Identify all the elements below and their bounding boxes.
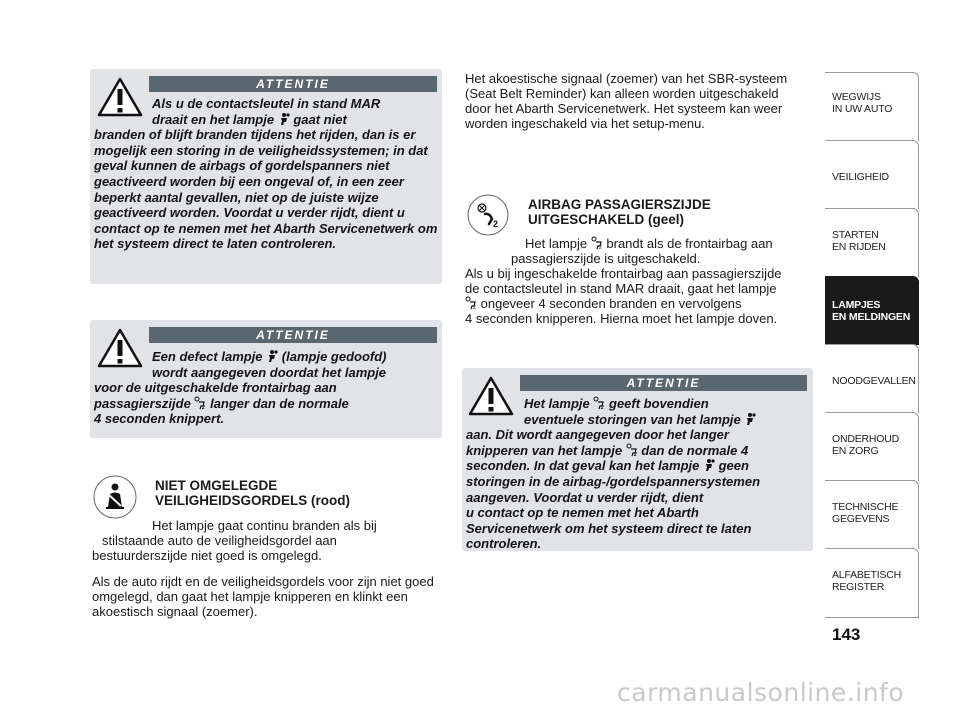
tab-veiligheid[interactable] [825,140,919,209]
airbag-lamp-icon [703,458,715,472]
warning-text-3: Het lampje 2 geeft bovendien eventuele storingen van het lampje aan. Dit wordt aangegeven door het langer knipperen van het lampje 2 dan de normale 4 seconden. In dat geval kan het lampje geen storingen in de airbag-/gordelspannersystemen aangeven. Voordat u verder rijdt, dient u contact op te nemen met het Abarth Servicenetwerk om het systeem direct te laten controleren. [466,396,761,552]
warning-text-1: Als u de contactsleutel in stand MAR draait en het lampje gaat niet branden of blijft branden tijdens het rijden, dan is er mogelijk een storing in de veiligheidssystemen; in dat geval kunnen de airbags of gordelspanners niet geactiveerd worden bij een ongeval of, in een zeer beperkt aantal gevallen, niet op de juiste wijze geactiveerd worden. Voordat u verder rijdt, dient u contact op te nemen met het Abarth Servicenetwerk om het systeem direct te laten controleren. [94,96,438,252]
warning-box-3 [462,368,813,551]
tab-label: WEGWIJS IN UW AUTO [832,91,893,115]
attention-bar: ATTENTIE [149,76,437,92]
passenger-airbag-off-icon [593,396,605,410]
tab-onderhoud[interactable] [825,412,919,481]
passenger-airbag-off-icon [591,236,603,250]
attention-bar: ATTENTIE [149,327,437,343]
tab-label: ALFABETISCH REGISTER [832,569,901,593]
svg-text:2: 2 [633,451,637,457]
passenger-airbag-off-icon [194,396,206,410]
svg-text:2: 2 [473,305,476,310]
warning-text-2: Een defect lampje (lampje gedoofd) wordt aangegeven doordat het lampje voor de uitgeschakelde frontairbag aan passagierszijde 2 langer dan de normale 4 seconden knippert. [94,349,387,427]
tab-label: VEILIGHEID [832,171,889,183]
tab-wegwijs[interactable] [825,72,919,141]
tab-label: NOODGEVALLEN [832,375,916,387]
tab-label: STARTEN EN RIJDEN [832,229,886,253]
page-number: 143 [832,625,861,644]
seatbelt-paragraph-1: Het lampje gaat continu branden als bij stilstaande auto de veiligheidsgordel aan bestuurderszijde niet goed is omgelegd. [92,518,377,563]
airbag-heading: AIRBAG PASSAGIERSZIJDE UITGESCHAKELD (geel) [528,197,711,227]
airbag-lamp-icon [744,412,756,426]
seatbelt-paragraph-2: Als de auto rijdt en de veiligheidsgordels voor zijn niet goed omgelegd, dan gaat het lampje knipperen en klinkt een akoestisch signaal (zoemer). [92,574,434,619]
watermark: carmanualsonline.info [617,678,905,707]
tab-label: ONDERHOUD EN ZORG [832,433,900,457]
svg-text:2: 2 [598,245,602,250]
passenger-airbag-off-icon [465,296,477,310]
tab-label: TECHNISCHE GEGEVENS [832,501,899,525]
sbr-intro-paragraph: Het akoestische signaal (zoemer) van het SBR-systeem (Seat Belt Reminder) kan alleen worden uitgeschakeld door het Abarth Servicenetwerk. Het systeem kan weer worden ingeschakeld via het setup-menu. [465,71,788,131]
svg-text:2: 2 [601,405,605,410]
tab-technische-gegevens[interactable] [825,480,919,549]
seatbelt-warning-icon [92,474,138,520]
svg-text:2: 2 [202,404,206,410]
passenger-airbag-off-icon [466,193,510,237]
tab-noodgevallen[interactable] [825,344,919,413]
airbag-lamp-icon [266,349,278,363]
warning-box-2 [90,320,442,438]
attention-bar: ATTENTIE [520,375,807,391]
passenger-airbag-off-icon [626,443,638,457]
airbag-paragraph: Het lampje 2 brandt als de frontairbag aan passagierszijde is uitgeschakeld. Als u bij ingeschakelde frontairbag aan passagierszijde de contactsleutel in stand MAR draait, gaat het lampje 2 ongeveer 4 seconden branden en vervolgens 4 seconden knipperen. Hierna moet het lampje doven. [465,236,782,326]
warning-box-1 [90,69,442,284]
airbag-lamp-icon [278,112,290,126]
tab-starten[interactable] [825,208,919,277]
tab-lampjes[interactable] [825,276,919,345]
tab-label: LAMPJES EN MELDINGEN [832,299,911,323]
svg-text:2: 2 [493,219,499,229]
seatbelt-heading: NIET OMGELEGDE VEILIGHEIDSGORDELS (rood) [155,478,351,508]
tab-alfabetisch-register[interactable] [825,548,919,618]
